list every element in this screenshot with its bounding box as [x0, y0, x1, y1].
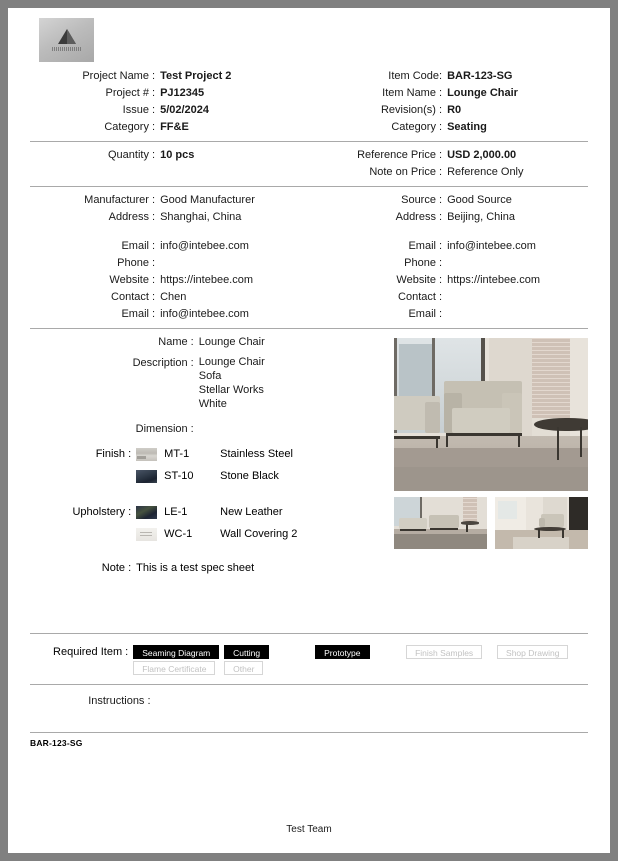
field-value: PJ12345: [160, 87, 205, 99]
details-left: [30, 334, 382, 577]
finish-name: Stainless Steel: [220, 448, 293, 460]
field-value: Test Project 2: [160, 70, 232, 82]
field-label: Source :: [401, 194, 443, 206]
product-images: [382, 334, 588, 577]
instructions-section: [30, 690, 588, 732]
required-chip-other[interactable]: Other: [224, 661, 263, 675]
field-manufacturer-contact: [30, 289, 301, 306]
field-value: [447, 289, 588, 306]
field-label: Email :: [408, 308, 443, 320]
field-label: Category :: [391, 121, 443, 133]
field-label: Note :: [101, 562, 132, 574]
field-source-address: [317, 209, 588, 226]
field-value: This is a test spec sheet: [136, 562, 255, 574]
field-label: Phone :: [404, 257, 443, 269]
field-label: Contact :: [398, 291, 443, 303]
field-label: Address :: [108, 211, 156, 223]
description-lines: [199, 355, 382, 411]
field-value: https://intebee.com: [160, 274, 254, 286]
field-label: Upholstery :: [72, 506, 132, 518]
chip-cell: [406, 644, 497, 660]
required-chip-seaming-diagram[interactable]: Seaming Diagram: [133, 645, 219, 659]
instructions-label: Instructions :: [88, 695, 151, 707]
field-label: Address :: [395, 211, 443, 223]
field-note-on-price: [317, 164, 588, 181]
spacer: [30, 226, 301, 238]
field-manufacturer: [30, 192, 301, 209]
field-quantity: [30, 147, 301, 164]
field-source-contact-email: [317, 306, 588, 323]
header-fields: [30, 68, 588, 136]
field-value: [447, 306, 588, 323]
field-value: Good Manufacturer: [160, 194, 255, 206]
field-label: Category :: [104, 121, 156, 133]
field-source-website: [317, 272, 588, 289]
field-label: Issue :: [122, 104, 156, 116]
logo-wordmark: [52, 47, 82, 51]
field-value: R0: [447, 104, 462, 116]
field-manufacturer-phone: [30, 255, 301, 272]
logo-row: [8, 8, 610, 68]
field-label: Website :: [109, 274, 156, 286]
field-value: USD 2,000.00: [447, 149, 517, 161]
field-label: Item Code:: [388, 70, 443, 82]
field-label: Note on Price :: [369, 166, 443, 178]
company-logo: [39, 18, 94, 62]
field-label: Contact :: [111, 291, 156, 303]
field-value: Reference Only: [447, 166, 524, 178]
field-issue: [30, 102, 301, 119]
upholstery-name: Wall Covering 2: [220, 528, 298, 540]
field-note: [30, 560, 382, 577]
upholstery-code: WC-1: [164, 528, 193, 540]
field-value: info@intebee.com: [160, 240, 249, 252]
divider: [30, 328, 588, 329]
field-item-code: [317, 68, 588, 85]
field-label: Description :: [132, 357, 194, 369]
product-thumbnails: [394, 497, 588, 549]
field-source-phone: [317, 255, 588, 272]
upholstery-row-le1: [30, 504, 382, 521]
field-label: Item Name :: [382, 87, 443, 99]
required-item-section: [30, 639, 588, 680]
field-label: Finish :: [95, 448, 132, 460]
field-value: [447, 255, 588, 272]
field-project-number: [30, 85, 301, 102]
field-label: Website :: [396, 274, 443, 286]
chip-cell: [133, 660, 224, 676]
field-label: Dimension :: [135, 423, 194, 435]
field-dimension: [30, 421, 382, 438]
upholstery-code: LE-1: [164, 506, 188, 518]
field-manufacturer-email: [30, 238, 301, 255]
field-revisions: [317, 102, 588, 119]
field-project-name: [30, 68, 301, 85]
quantity-price-row: [30, 147, 588, 181]
divider: [30, 684, 588, 685]
quantity-column: [30, 147, 309, 181]
required-item-label: Required Item :: [53, 646, 129, 658]
footer-team-name: Test Team: [286, 824, 332, 835]
description-line: Sofa: [198, 370, 222, 382]
required-chip-flame-certificate[interactable]: Flame Certificate: [133, 661, 215, 675]
field-label: Email :: [121, 308, 156, 320]
field-value: BAR-123-SG: [447, 70, 513, 82]
upholstery-name: New Leather: [220, 506, 283, 518]
field-manufacturer-contact-email: [30, 306, 301, 323]
required-chip-shop-drawing[interactable]: Shop Drawing: [497, 645, 568, 659]
finish-row-mt1: [30, 446, 382, 463]
source-column: [309, 192, 588, 323]
field-value: Beijing, China: [447, 211, 515, 223]
required-item-chips: [133, 644, 588, 676]
manufacturer-column: [30, 192, 309, 323]
header-left-column: [30, 68, 309, 136]
required-chip-cutting[interactable]: Cutting: [224, 645, 269, 659]
field-category-left: [30, 119, 301, 136]
field-label: Name :: [158, 336, 194, 348]
product-thumbnail-2[interactable]: [495, 497, 588, 549]
field-item-name: [317, 85, 588, 102]
field-value: Lounge Chair: [198, 336, 265, 348]
field-value: https://intebee.com: [447, 274, 541, 286]
field-value: Chen: [160, 291, 187, 303]
spacer: [317, 226, 588, 238]
field-manufacturer-address: [30, 209, 301, 226]
field-label: Project # :: [105, 87, 156, 99]
field-label: Reference Price :: [357, 149, 443, 161]
description-line: Lounge Chair: [198, 356, 265, 368]
product-thumbnail-1[interactable]: [394, 497, 487, 549]
upholstery-row-wc1: [30, 526, 382, 543]
swatch-thumbnail-mt1: [136, 448, 157, 461]
field-source-contact: [317, 289, 588, 306]
details-section: [30, 334, 588, 577]
field-value: Shanghai, China: [160, 211, 242, 223]
divider: [30, 141, 588, 142]
field-label: Email :: [121, 240, 156, 252]
price-column: [309, 147, 588, 181]
required-chip-finish-samples[interactable]: Finish Samples: [406, 645, 482, 659]
spec-sheet-page: [8, 8, 610, 853]
divider: [30, 186, 588, 187]
chip-cell: [133, 644, 224, 660]
field-description: [30, 355, 382, 411]
field-name: [30, 334, 382, 351]
chip-cell: [497, 644, 588, 660]
field-value: [199, 421, 382, 438]
field-value: info@intebee.com: [447, 240, 536, 252]
footer-item-code: BAR-123-SG: [30, 738, 83, 748]
field-label: Email :: [408, 240, 443, 252]
swatch-thumbnail-wc1: [136, 528, 157, 541]
field-value: Lounge Chair: [447, 87, 518, 99]
field-value: info@intebee.com: [160, 308, 249, 320]
field-label: Phone :: [117, 257, 156, 269]
field-value: 10 pcs: [160, 149, 195, 161]
product-main-image: [394, 338, 588, 491]
logo-mountain-icon: [56, 29, 78, 44]
field-label: Project Name :: [82, 70, 156, 82]
vendor-section: [30, 192, 588, 323]
field-source: [317, 192, 588, 209]
description-line: Stellar Works: [198, 384, 264, 396]
field-value: Seating: [447, 121, 487, 133]
finish-row-st10: [30, 468, 382, 485]
field-value: Good Source: [447, 194, 512, 206]
chip-cell: [224, 644, 315, 660]
required-chip-prototype[interactable]: Prototype: [315, 645, 369, 659]
field-source-email: [317, 238, 588, 255]
finish-code: ST-10: [164, 470, 194, 482]
field-value: [160, 255, 301, 272]
swatch-thumbnail-le1: [136, 506, 157, 519]
chip-cell: [315, 644, 406, 660]
field-value: 5/02/2024: [160, 104, 210, 116]
instructions-value: [156, 693, 588, 710]
field-category-right: [317, 119, 588, 136]
divider: [30, 633, 588, 634]
finish-name: Stone Black: [220, 470, 279, 482]
field-label: Revision(s) :: [380, 104, 443, 116]
field-reference-price: [317, 147, 588, 164]
chip-cell: [224, 660, 315, 676]
swatch-thumbnail-st10: [136, 470, 157, 483]
finish-code: MT-1: [164, 448, 190, 460]
field-manufacturer-website: [30, 272, 301, 289]
field-label: Quantity :: [108, 149, 156, 161]
header-right-column: [309, 68, 588, 136]
description-line: White: [198, 398, 227, 410]
field-label: Manufacturer :: [84, 194, 156, 206]
field-value: FF&E: [160, 121, 189, 133]
